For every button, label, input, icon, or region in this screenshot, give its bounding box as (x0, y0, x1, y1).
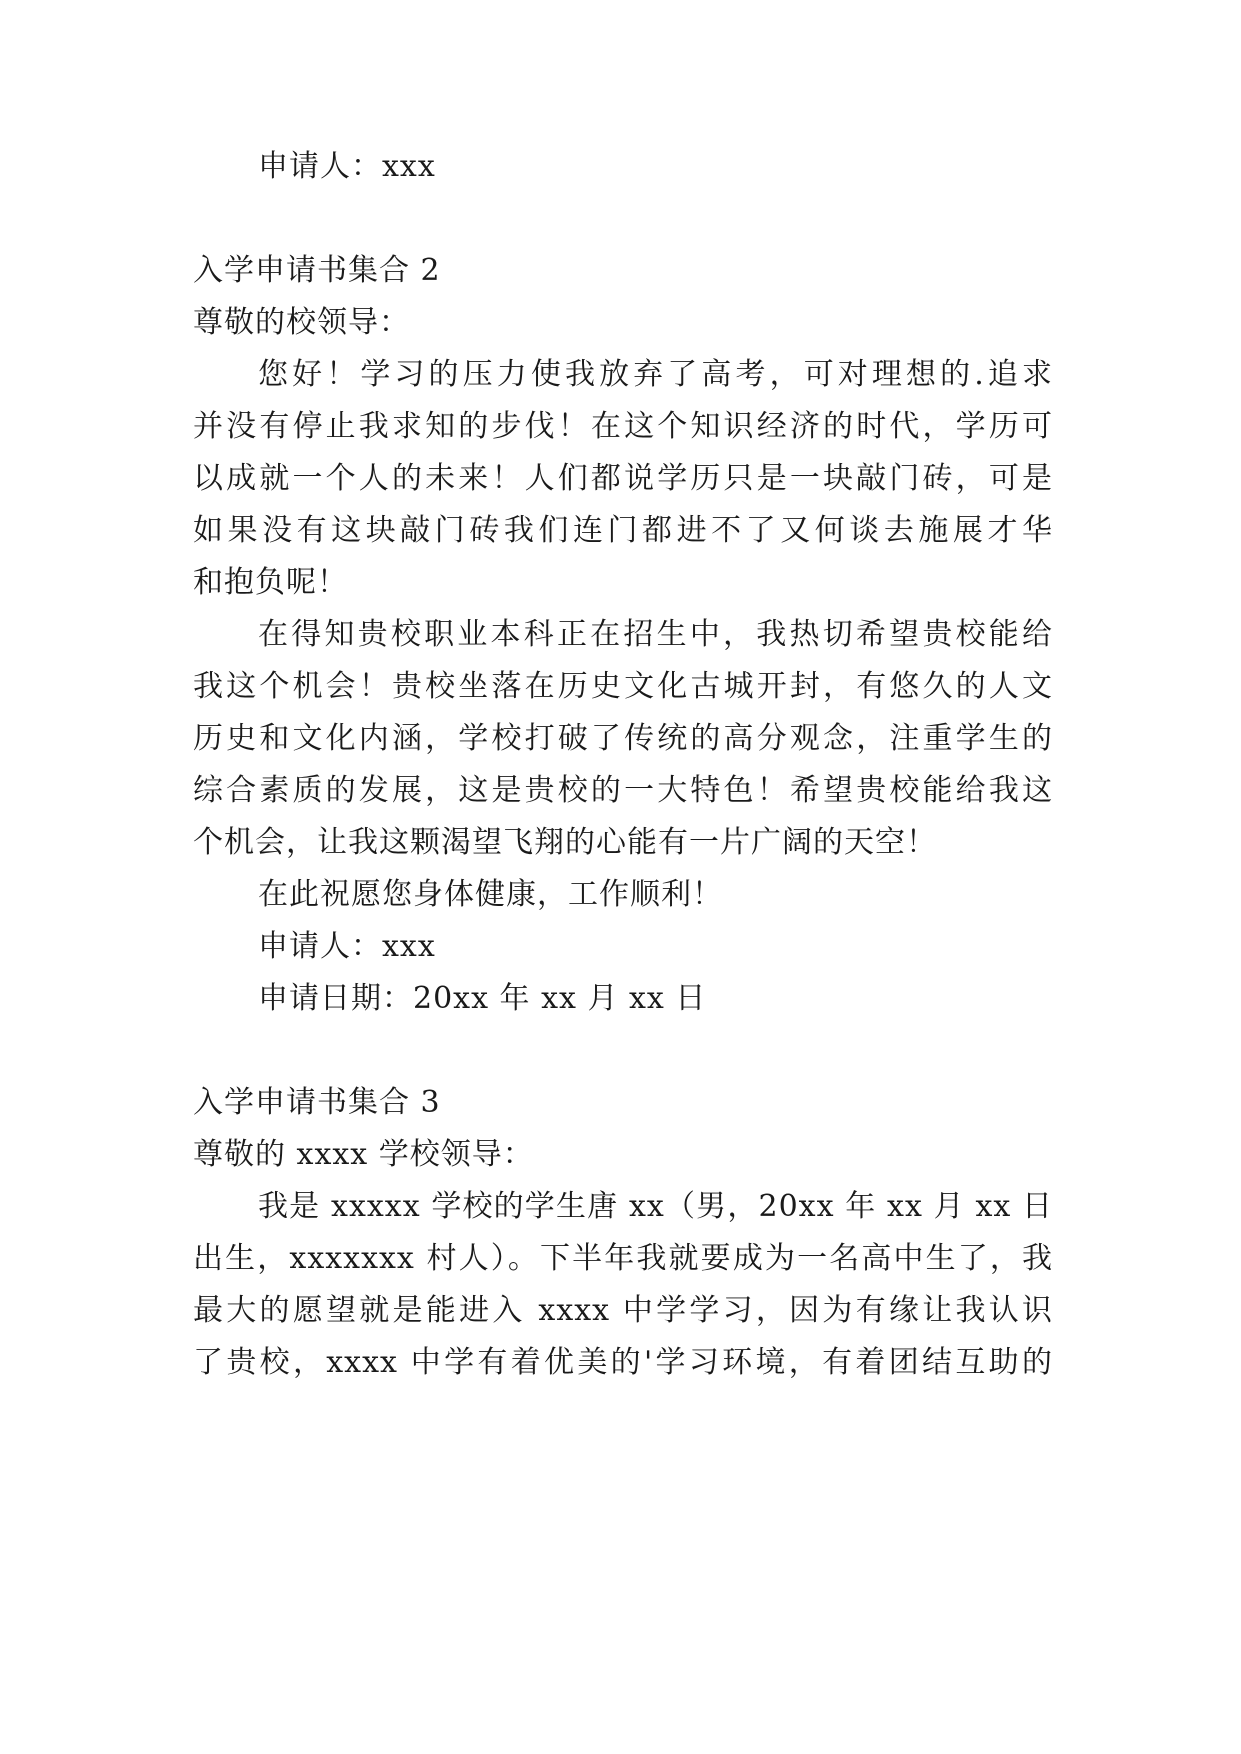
section2-title: 入学申请书集合 2 (193, 253, 441, 288)
section2-para1-line1: 您好！学习的压力使我放弃了高考，可对理想的.追求 (258, 357, 1053, 392)
section2-para2-line2: 我这个机会！贵校坐落在历史文化古城开封，有悠久的人文 (193, 669, 1053, 704)
section3-para1-line2: 出生，xxxxxxx 村人）。下半年我就要成为一名高中生了，我 (193, 1241, 1053, 1276)
section3-para1-line3: 最大的愿望就是能进入 xxxx 中学学习，因为有缘让我认识 (193, 1293, 1053, 1328)
section2-para1-line2: 并没有停止我求知的步伐！在这个知识经济的时代，学历可 (193, 409, 1053, 444)
section2-para1-line4: 如果没有这块敲门砖我们连门都进不了又何谈去施展才华 (193, 513, 1053, 548)
section3-para1-line1: 我是 xxxxx 学校的学生唐 xx（男，20xx 年 xx 月 xx 日 (258, 1189, 1053, 1224)
section3-salutation: 尊敬的 xxxx 学校领导： (193, 1137, 534, 1172)
section2-salutation: 尊敬的校领导： (193, 305, 410, 340)
section2-para1-line5: 和抱负呢！ (193, 565, 348, 600)
section2-date: 申请日期：20xx 年 xx 月 xx 日 (258, 981, 707, 1016)
section2-para1-line3: 以成就一个人的未来！人们都说学历只是一块敲门砖，可是 (193, 461, 1053, 496)
section2-para2-line5: 个机会，让我这颗渴望飞翔的心能有一片广阔的天空！ (193, 825, 937, 860)
section3-title: 入学申请书集合 3 (193, 1085, 441, 1120)
section2-para2-line4: 综合素质的发展，这是贵校的一大特色！希望贵校能给我这 (193, 773, 1053, 808)
section3-para1-line4: 了贵校，xxxx 中学有着优美的'学习环境，有着团结互助的 (193, 1345, 1053, 1380)
section2-para2-line1: 在得知贵校职业本科正在招生中，我热切希望贵校能给 (258, 617, 1053, 652)
section1-applicant: 申请人：xxx (258, 149, 436, 184)
section2-wish: 在此祝愿您身体健康，工作顺利！ (258, 877, 723, 912)
section2-applicant: 申请人：xxx (258, 929, 436, 964)
section2-para2-line3: 历史和文化内涵，学校打破了传统的高分观念，注重学生的 (193, 721, 1053, 756)
